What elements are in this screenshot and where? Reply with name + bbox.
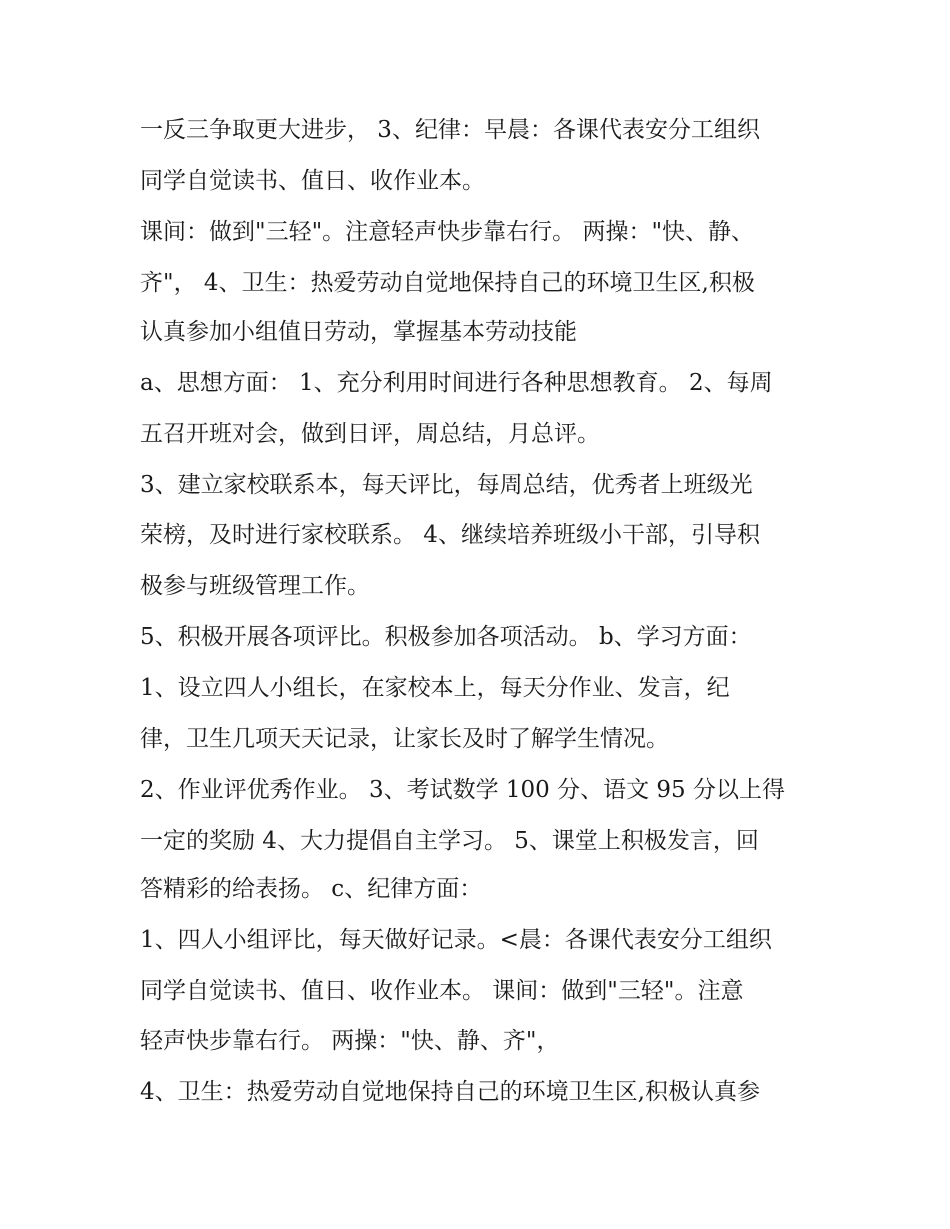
- text-line: 认真参加小组值日劳动，掌握基本劳动技能: [140, 319, 577, 345]
- text-line: 4、卫生：热爱劳动自觉地保持自己的环境卫生区,积极认真参: [140, 1079, 760, 1105]
- text-line: 同学自觉读书、值日、收作业本。 课间：做到"三轻"。注意: [140, 978, 744, 1004]
- text-line: 课间：做到"三轻"。注意轻声快步靠右行。 两操："快、静、: [140, 219, 755, 245]
- text-line: 荣榜，及时进行家校联系。 4、继续培养班级小干部，引导积: [140, 522, 760, 548]
- text-line: 五召开班对会，做到日评，周总结，月总评。: [140, 421, 600, 447]
- text-line: 一反三争取更大进步， 3、纪律：早晨：各课代表安分工组织: [140, 117, 760, 143]
- text-line: 一定的奖励 4、大力提倡自主学习。 5、课堂上积极发言，回: [140, 828, 759, 854]
- text-line: 1、四人小组评比，每天做好记录。<晨：各课代表安分工组织: [140, 927, 772, 953]
- text-line: 2、作业评优秀作业。 3、考试数学 100 分、语文 95 分以上得: [140, 777, 785, 803]
- text-line: 极参与班级管理工作。: [140, 573, 370, 599]
- text-line: 同学自觉读书、值日、收作业本。: [140, 168, 485, 194]
- text-line: 轻声快步靠右行。 两操："快、静、齐"，: [140, 1028, 560, 1054]
- text-line: 3、建立家校联系本，每天评比，每周总结，优秀者上班级光: [140, 472, 753, 498]
- text-line: 5、积极开展各项评比。积极参加各项活动。 b、学习方面：: [140, 624, 752, 650]
- text-line: 答精彩的给表扬。 c、纪律方面：: [140, 876, 483, 902]
- text-line: 齐"， 4、卫生：热爱劳动自觉地保持自己的环境卫生区,积极: [140, 270, 755, 296]
- text-line: 律，卫生几项天天记录，让家长及时了解学生情况。: [140, 726, 669, 752]
- text-line: a、思想方面： 1、充分利用时间进行各种思想教育。 2、每周: [140, 370, 773, 396]
- text-line: 1、设立四人小组长，在家校本上，每天分作业、发言，纪: [140, 675, 730, 701]
